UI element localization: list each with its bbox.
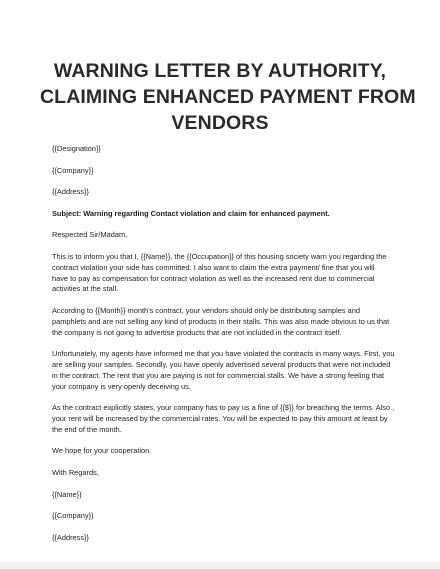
sender-company: {{Company}} xyxy=(52,511,94,521)
paragraph-line: activities at the stall. xyxy=(52,284,119,294)
subject-line: Subject: Warning regarding Contact violation and claim for enhanced payment. xyxy=(52,208,330,218)
title-line-3: VENDORS xyxy=(171,112,269,134)
paragraph-line: the end of the month. xyxy=(52,424,122,434)
salutation: Respected Sir/Madam, xyxy=(52,230,128,240)
paragraph-4 xyxy=(52,403,397,435)
title-line-1: WARNING LETTER BY AUTHORITY, xyxy=(53,60,387,82)
recipient-designation: {{Designation}} xyxy=(52,144,101,153)
paragraph-line: are selling your samples. Secondly, you have openly advertised several products that were not included xyxy=(52,359,391,369)
paragraph-line: your rent will be increased by the commercial rates. You will be expected to pay this amount at least by xyxy=(52,413,388,423)
title-line-2: CLAIMING ENHANCED PAYMENT FROM xyxy=(40,86,416,108)
paragraph-line: As the contract explicitly states, your company has to pay us a fine of {{$}} for breaching the terms. Also , xyxy=(52,403,395,413)
sender-name: {{Name}} xyxy=(52,489,82,499)
paragraph-line: in the contract. The rent that you are paying is not for commercial stalls. We have a strong feeling that xyxy=(52,370,385,380)
paragraph-3 xyxy=(52,349,397,392)
paragraph-line: the company is not going to advertise products that are not included in the contract itself. xyxy=(52,327,342,337)
paragraph-line: pamphlets and are not selling any kind of products in their stalls. This was also made obvious to us that xyxy=(52,316,390,326)
paragraph-line: have to pay as compensation for contract violation as well as the increased rent due to commercial xyxy=(52,273,375,283)
paragraph-line: your company is very openly deceiving us. xyxy=(52,381,191,391)
letter-body xyxy=(52,144,397,543)
closing-note: We hope for your cooperation. xyxy=(52,446,152,456)
page-bottom-strip xyxy=(0,562,440,569)
recipient-address: {{Address}} xyxy=(52,187,89,197)
sender-address: {{Address}} xyxy=(52,532,89,542)
paragraph-2 xyxy=(52,306,397,338)
paragraph-line: contract violation your side has committed. I also want to claim the extra payment/ fine that you will xyxy=(52,262,375,272)
letter-title xyxy=(40,58,416,136)
recipient-company: {{Company}} xyxy=(52,165,94,175)
paragraph-line: According to {{Month}} month’s contract, your vendors should only be distributing samples and xyxy=(52,305,360,315)
paragraph-line: This is to inform you that I, {{Name}}, the {{Occupation}} of this housing society warn you regarding the xyxy=(52,251,387,261)
paragraph-1 xyxy=(52,252,397,295)
sign-off: With Regards, xyxy=(52,467,99,477)
paragraph-line: Unfortunately, my agents have informed me that you have violated the contracts in many ways. First, you xyxy=(52,349,395,359)
